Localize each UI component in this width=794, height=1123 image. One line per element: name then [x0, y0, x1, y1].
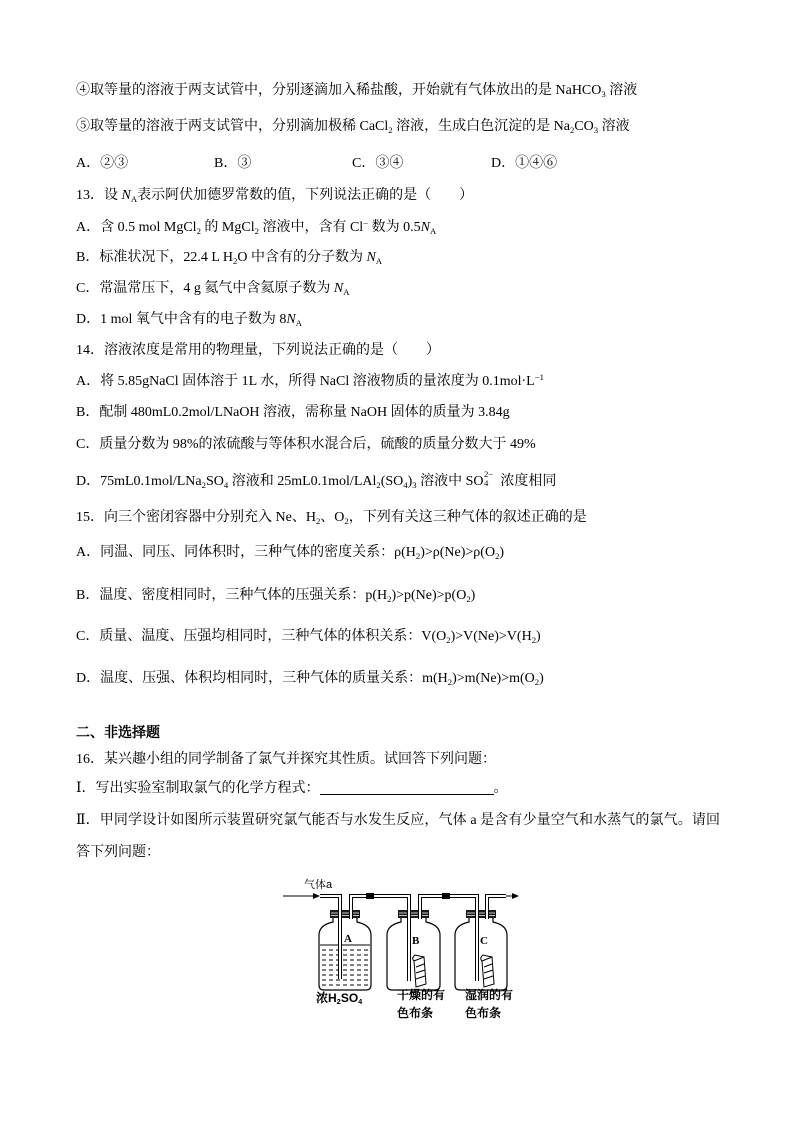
q14-option-c — [76, 435, 536, 455]
text-run: B．温度、密度相同时，三种气体的压强关系：p(H — [76, 588, 388, 603]
tube-a-to-b-bore — [351, 896, 409, 981]
subscript: A — [343, 286, 350, 297]
text-run: 15．向三个密闭容器中分别充入 Ne、H — [76, 510, 316, 525]
wet-cloth-strip — [481, 955, 494, 987]
q14-option-a — [76, 372, 544, 392]
text-run: SO — [340, 991, 359, 1005]
text-run: B．配制 480mL0.2mol/LNaOH 溶液，需称量 NaOH 固体的质量为 3.84g — [76, 405, 510, 420]
subscript: 3 — [593, 124, 599, 135]
text-run: ) — [539, 671, 544, 686]
bottle-a-label: A — [344, 933, 352, 945]
subscript: A — [295, 317, 302, 328]
text-run: D．75mL0.1mol/LNa — [76, 474, 202, 489]
subscript: 2 — [531, 634, 537, 645]
q13-stem — [76, 186, 473, 206]
q16-part2-line2: 答下列问题： — [76, 845, 160, 860]
text-run: )>ρ(Ne)>ρ(O — [420, 545, 496, 560]
text-run: 溶液 — [598, 119, 630, 134]
dry-cloth-strip — [413, 955, 426, 987]
superscript: −1 — [534, 372, 544, 383]
text-run: C．常温常压下，4 g 氦气中含氦原子数为 — [76, 281, 334, 296]
text-run: ) — [499, 545, 505, 560]
superscript: 2− — [483, 468, 494, 479]
subscript: 2 — [388, 124, 393, 135]
statement-4 — [76, 81, 637, 101]
subscript: 2 — [344, 515, 349, 526]
subscript: 4 — [483, 477, 489, 488]
subscript: 2 — [232, 255, 238, 266]
text-run: A．含 0.5 mol MgCl — [76, 220, 197, 235]
text-run: 溶液 — [605, 83, 638, 98]
q13-option-c — [76, 279, 349, 299]
dry-cloth-label-line1: 干燥的有 — [397, 988, 446, 1002]
subscript: A — [375, 255, 383, 266]
text-run: C．质量、温度、压强均相同时，三种气体的体积关系：V(O — [76, 629, 447, 644]
text-run: ) — [470, 588, 476, 603]
gas-a-label: 气体a — [304, 879, 333, 891]
subscript: A — [130, 193, 138, 204]
q14-option-d — [76, 468, 557, 491]
subscript: A — [429, 225, 437, 236]
subscript: 2 — [315, 515, 321, 526]
inlet-tube — [320, 896, 340, 979]
subscript: 2 — [201, 479, 206, 490]
text-run: ) — [407, 474, 413, 489]
text-run: (SO — [380, 474, 404, 489]
inlet-tube-bore — [320, 896, 340, 979]
stopper-a — [330, 910, 360, 918]
q16-part1-end: 。 — [493, 781, 508, 796]
text-run: B．标准状况下，22.4 L H — [76, 250, 233, 265]
subscript: 2 — [376, 479, 381, 490]
text-run: 溶液，生成白色沉淀的是 Na — [392, 119, 570, 134]
subscript: 2 — [446, 634, 451, 645]
inlet-arrow-head — [313, 893, 320, 899]
text-run: 13．设 — [76, 188, 122, 203]
tube-b-to-c-bore — [420, 896, 477, 981]
q15-stem — [76, 508, 587, 528]
subscript: 2 — [254, 225, 259, 236]
text-run: 溶液和 25mL0.1mol/LAl — [228, 474, 377, 489]
text-run: 表示阿伏加德罗常数的值，下列说法正确的是（ ） — [137, 188, 474, 203]
italic-symbol: N — [333, 281, 344, 296]
acid-liquid — [320, 945, 370, 985]
statement-5 — [76, 117, 630, 137]
subscript: 3 — [601, 88, 606, 99]
subscript: 2 — [534, 676, 540, 687]
subscript: 4 — [358, 997, 363, 1007]
sub-sup-script — [483, 468, 497, 488]
subscript: 2 — [336, 997, 341, 1007]
text-run: O 中含有的分子数为 — [237, 250, 367, 265]
prev-option-b: B．③ — [214, 156, 252, 171]
q14-option-b — [76, 403, 510, 423]
q15-option-a — [76, 543, 504, 563]
wet-cloth-label-line2: 色布条 — [465, 1006, 502, 1020]
outlet-arrow-head — [512, 893, 519, 899]
prev-option-d: D．①④⑥ — [491, 156, 558, 171]
text-run: )>V(Ne)>V(H — [450, 629, 532, 644]
dry-cloth-label-line2: 色布条 — [397, 1006, 434, 1020]
italic-symbol: N — [121, 188, 131, 203]
text-run: 的 MgCl — [200, 220, 255, 235]
text-run: 14．溶液浓度是常用的物理量，下列说法正确的是（ ） — [76, 343, 440, 358]
italic-symbol: N — [286, 312, 296, 327]
prev-option-c: C．③④ — [352, 156, 404, 171]
q13-option-a — [76, 218, 436, 238]
text-run: 溶液中，含有 Cl — [258, 220, 364, 235]
q13-option-d — [76, 310, 302, 330]
q16-part1-prompt: Ⅰ．写出实验室制取氯气的化学方程式： — [76, 781, 320, 796]
rubber-connector — [442, 893, 450, 899]
text-run: ⑤取等量的溶液于两支试管中，分别滴加极稀 CaCl — [76, 119, 389, 134]
text-run: C．质量分数为 98%的浓硫酸与等体积水混合后，硫酸的质量分数大于 49% — [76, 437, 536, 452]
answer-blank — [320, 779, 494, 795]
bottle-c-label: C — [480, 935, 488, 947]
q16-part1 — [76, 779, 508, 799]
subscript: 2 — [569, 124, 575, 135]
prev-option-a: A．②③ — [76, 156, 129, 171]
wet-cloth-label-line1: 湿润的有 — [465, 988, 514, 1002]
tube-b-to-c — [420, 896, 477, 981]
subscript: 2 — [387, 593, 392, 604]
rubber-connector — [366, 893, 374, 899]
text-run: 溶液中 SO — [416, 474, 484, 489]
text-run: D．温度、压强、体积均相同时，三种气体的质量关系：m(H — [76, 671, 448, 686]
stopper-b — [398, 910, 429, 918]
q15-option-b — [76, 586, 475, 606]
subscript: 2 — [495, 550, 500, 561]
text-run: 数为 0.5 — [368, 220, 421, 235]
acid-label — [316, 989, 362, 1009]
text-run: ④取等量的溶液于两支试管中，分别逐滴加入稀盐酸，开始就有气体放出的是 NaHCO — [76, 83, 602, 98]
section-heading: 二、非选择题 — [76, 724, 160, 740]
italic-symbol: N — [420, 220, 430, 235]
text-run: ) — [536, 629, 541, 644]
text-run: 浓H — [316, 991, 337, 1005]
q15-option-c — [76, 627, 541, 647]
subscript: 2 — [466, 593, 471, 604]
subscript: 4 — [223, 479, 229, 490]
text-run: ，下列有关这三种气体的叙述正确的是 — [348, 510, 587, 525]
bottle-c — [455, 915, 507, 990]
text-run: A．将 5.85gNaCl 固体溶于 1L 水，所得 NaCl 溶液物质的量浓度为 0.1mol·L — [76, 374, 535, 389]
subscript: 4 — [403, 479, 408, 490]
subscript: 3 — [412, 479, 417, 490]
text-run: A．同温、同压、同体积时，三种气体的密度关系：ρ(H — [76, 545, 416, 560]
italic-symbol: N — [366, 250, 376, 265]
text-run: CO — [574, 119, 594, 134]
q13-option-b — [76, 248, 382, 268]
apparatus-figure — [280, 875, 520, 1025]
q16-stem: 16．某兴趣小组的同学制备了氯气并探究其性质。试回答下列问题： — [76, 752, 496, 767]
bottle-a — [319, 915, 371, 990]
tube-a-to-b — [351, 896, 409, 981]
bottle-b — [387, 915, 440, 990]
text-run: SO — [205, 474, 224, 489]
superscript: − — [363, 218, 369, 229]
q16-part2-line1: Ⅱ．甲同学设计如图所示装置研究氯气能否与水发生反应，气体 a 是含有少量空气和水蒸气的氯气。请回 — [76, 813, 720, 828]
text-run: )>m(Ne)>m(O — [452, 671, 535, 686]
q15-option-d — [76, 669, 544, 689]
text-run: D．1 mol 氧气中含有的电子数为 8 — [76, 312, 287, 327]
text-run: 浓度相同 — [496, 474, 557, 489]
bottle-b-label: B — [412, 935, 420, 947]
subscript: 2 — [196, 225, 201, 236]
text-run: )>p(Ne)>p(O — [391, 588, 467, 603]
subscript: 2 — [447, 676, 453, 687]
subscript: 2 — [415, 550, 421, 561]
text-run: 、O — [320, 510, 345, 525]
stoppers — [330, 910, 496, 918]
stopper-c — [466, 910, 496, 918]
q14-stem — [76, 341, 440, 361]
